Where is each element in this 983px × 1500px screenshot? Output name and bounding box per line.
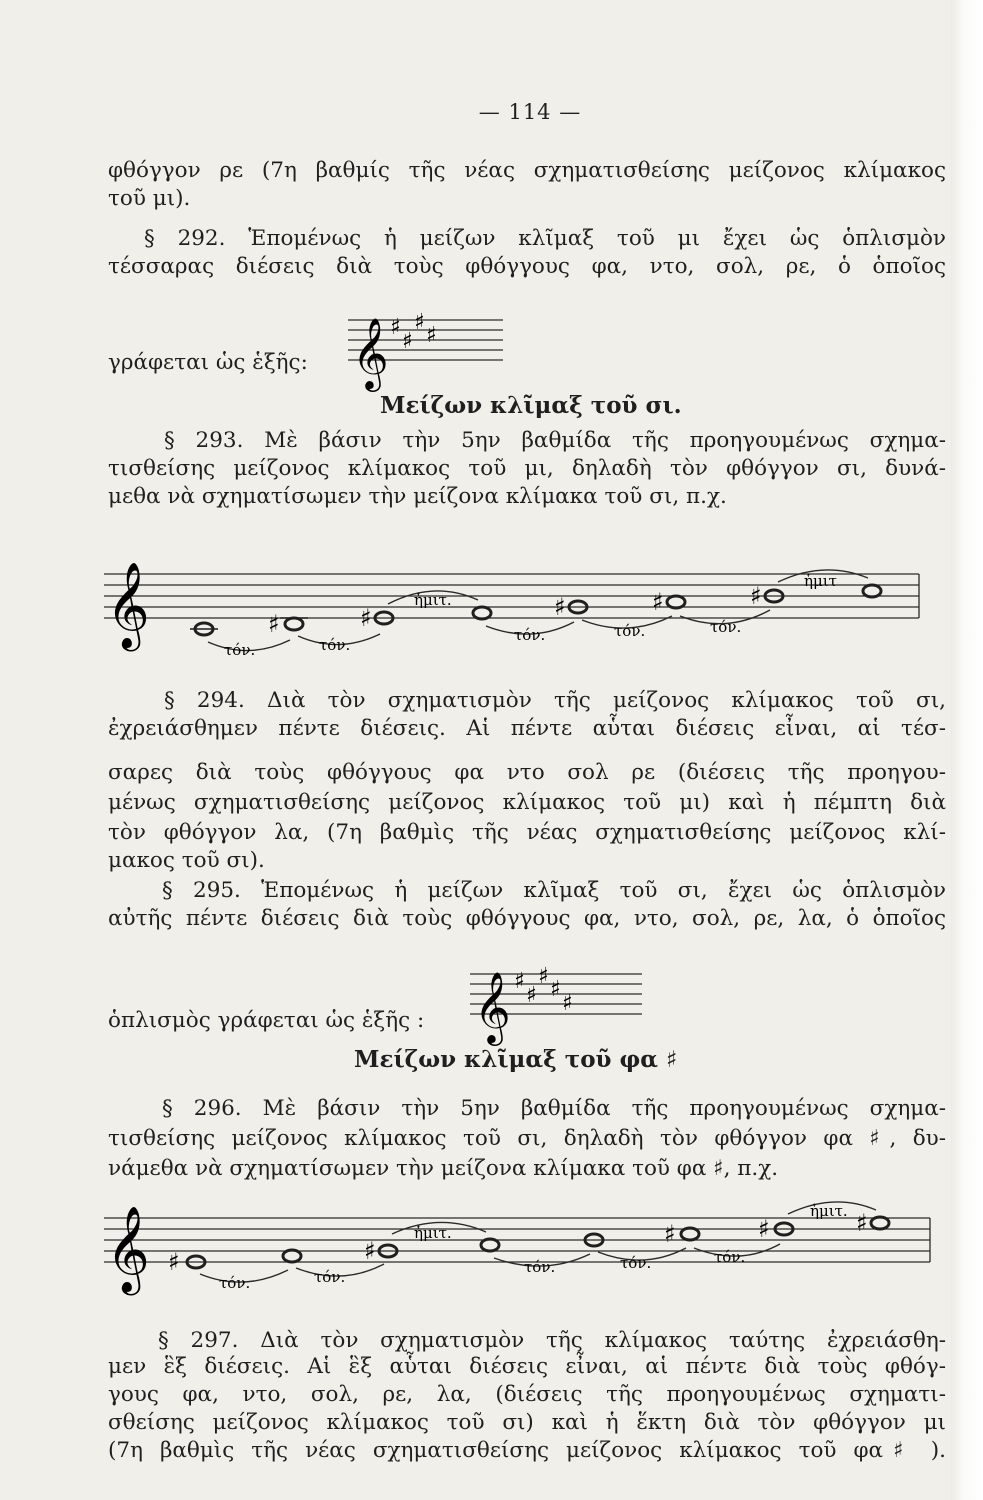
- interval-label: τόν.: [714, 1248, 746, 1266]
- sharp-icon: ♯: [652, 588, 664, 616]
- sharp-icon: ♯: [750, 582, 762, 610]
- paragraph-293-line: μεθα νὰ σχηματίσωμεν τὴν μείζονα κλίμακα τοῦ σι, π.χ.: [108, 484, 727, 509]
- interval-label: τόν.: [614, 622, 646, 640]
- key-signature-e-major: [348, 290, 508, 390]
- sharp-icon: ♯: [390, 315, 401, 340]
- paragraph-293-line: § 293. Μὲ βάσιν τὴν 5ην βαθμίδα τῆς προηγουμένως σχημα-: [164, 428, 946, 453]
- paragraph-294-line: τὸν φθόγγον λα, (7η βαθμὶς τῆς νέας σχηματισθείσης μείζονος κλί-: [108, 820, 946, 845]
- paragraph-294-line: § 294. Διὰ τὸν σχηματισμὸν τῆς μείζονος κλίμακος τοῦ σι,: [164, 688, 946, 713]
- paragraph-292-line: τέσσαρας διέσεις διὰ τοὺς φθόγγους φα, ντο, σολ, ρε, ὁ ὁποῖος: [108, 254, 946, 279]
- treble-clef-icon: 𝄞: [106, 1206, 150, 1292]
- sharp-icon: ♯: [360, 604, 372, 632]
- note-do-sharp: [285, 618, 303, 630]
- note-re-sharp: [681, 1228, 699, 1240]
- paragraph-295-line: ὁπλισμὸς γράφεται ὡς ἑξῆς :: [108, 1007, 425, 1033]
- interval-label: τόν.: [514, 626, 546, 644]
- paragraph-292-line: § 292. Ἑπομένως ἡ μείζων κλῖμαξ τοῦ μι ἔχει ὡς ὁπλισμὸν: [144, 226, 946, 251]
- paragraph-297-line: γους φα, ντο, σολ, ρε, λα, (διέσεις τῆς προηγουμένως σχηματι-: [108, 1382, 946, 1407]
- sharp-icon: ♯: [758, 1215, 770, 1243]
- interval-label: τόν.: [524, 1258, 556, 1276]
- treble-clef-icon: 𝄞: [474, 970, 511, 1043]
- sharp-icon: ♯: [514, 969, 525, 994]
- sharp-icon: ♯: [414, 310, 425, 335]
- note-si-high: [863, 585, 881, 597]
- interval-label: τόν.: [224, 641, 256, 659]
- note-mi: [473, 607, 491, 619]
- sharp-icon: ♯: [538, 964, 549, 989]
- paragraph-296-line: νάμεθα νὰ σχηματίσωμεν τὴν μείζονα κλίμακα τοῦ φα ♯, π.χ.: [108, 1156, 779, 1181]
- scale-b-major: [104, 530, 924, 670]
- sharp-icon: ♯: [526, 983, 537, 1008]
- paragraph-295-line: αὐτῆς πέντε διέσεις διὰ τοὺς φθόγγους φα, ντο, σολ, ρε, λα, ὁ ὁποῖος: [108, 906, 946, 931]
- paragraph-294-line: ἐχρειάσθημεν πέντε διέσεις. Αἱ πέντε αὗται διέσεις εἶναι, αἱ τέσ-: [108, 716, 946, 741]
- sharp-icon: ♯: [664, 1220, 676, 1248]
- interval-label: τόν.: [319, 636, 351, 654]
- paragraph-294-line: μακος τοῦ σι).: [108, 848, 265, 873]
- note-sol-sharp: [667, 596, 685, 608]
- sharp-icon: ♯: [550, 977, 561, 1002]
- paragraph-297-line: μεν ἓξ διέσεις. Αἱ ἓξ αὗται διέσεις εἶναι, αἱ πέντε διὰ τοὺς φθόγ-: [108, 1354, 946, 1379]
- interval-label: ἡμιτ.: [414, 591, 452, 609]
- sharp-icon: ♯: [168, 1248, 180, 1276]
- sharp-icon: ♯: [364, 1237, 376, 1265]
- page-number: — 114 —: [478, 100, 582, 124]
- paragraph-294-line: μένως σχηματισθείσης μείζονος κλίμακος τοῦ μι) καὶ ἡ πέμπτη διὰ: [108, 790, 946, 815]
- interval-label: ἡμιτ.: [414, 1224, 452, 1242]
- key-signature-b-major: [470, 944, 650, 1044]
- note-si: [481, 1239, 499, 1251]
- interval-label: τόν.: [710, 618, 742, 636]
- paragraph-294-line: σαρες διὰ τοὺς φθόγγους φα ντο σολ ρε (διέσεις τῆς προηγου-: [108, 760, 946, 785]
- paragraph-297-line: σθείσης μείζονος κλίμακος τοῦ σι) καὶ ἡ ἕκτη διὰ τὸν φθόγγον μι: [108, 1410, 946, 1435]
- sharp-icon: ♯: [554, 593, 566, 621]
- sharp-icon: ♯: [426, 323, 437, 348]
- treble-clef-icon: 𝄞: [106, 562, 150, 648]
- treble-clef-icon: 𝄞: [352, 316, 389, 389]
- sharp-icon: ♯: [402, 329, 413, 354]
- paragraph-295-line: § 295. Ἑπομένως ἡ μείζων κλῖμαξ τοῦ σι, ἔχει ὡς ὁπλισμὸν: [162, 878, 946, 903]
- sharp-icon: ♯: [856, 1209, 868, 1237]
- interval-label: ἡμιτ.: [810, 1202, 848, 1220]
- note-fa-sharp-high: [871, 1217, 889, 1229]
- interval-label: τόν.: [620, 1254, 652, 1272]
- paragraph-292-line: γράφεται ὡς ἑξῆς:: [108, 349, 308, 375]
- sharp-icon: ♯: [562, 991, 573, 1016]
- paragraph-296-line: § 296. Μὲ βάσιν τὴν 5ην βαθμίδα τῆς προηγουμένως σχημα-: [162, 1096, 946, 1121]
- paragraph-297-line: (7η βαθμὶς τῆς νέας σχηματισθείσης μείζονος κλίμακος τοῦ φα♯ ).: [108, 1438, 946, 1463]
- paragraph-296-line: τισθείσης μείζονος κλίμακος τοῦ σι, δηλαδὴ τὸν φθόγγον φα ♯, δυ-: [108, 1126, 946, 1151]
- heading-major-scale-fa-sharp: Μείζων κλῖμαξ τοῦ φα ♯: [354, 1046, 678, 1073]
- text-line: φθόγγον ρε (7η βαθμίς τῆς νέας σχηματισθείσης μείζονος κλίμακος: [108, 158, 946, 183]
- scale-f-sharp-major: [104, 1188, 934, 1308]
- sharp-icon: ♯: [268, 610, 280, 638]
- text-line: τοῦ μι).: [108, 186, 191, 211]
- note-sol-sharp: [283, 1250, 301, 1262]
- heading-major-scale-si: Μείζων κλῖμαξ τοῦ σι.: [380, 392, 682, 419]
- interval-label: τόν.: [219, 1274, 251, 1292]
- page-edge: [951, 0, 983, 1500]
- interval-label: τόν.: [314, 1268, 346, 1286]
- paragraph-293-line: τισθείσης μείζονος κλίμακος τοῦ μι, δηλαδὴ τὸν φθόγγον σι, δυνά-: [108, 456, 946, 481]
- paragraph-297-line: § 297. Διὰ τὸν σχηματισμὸν τῆς κλίμακος ταύτης ἐχρειάσθη-: [158, 1328, 946, 1353]
- interval-label: ἡμιτ: [804, 572, 837, 590]
